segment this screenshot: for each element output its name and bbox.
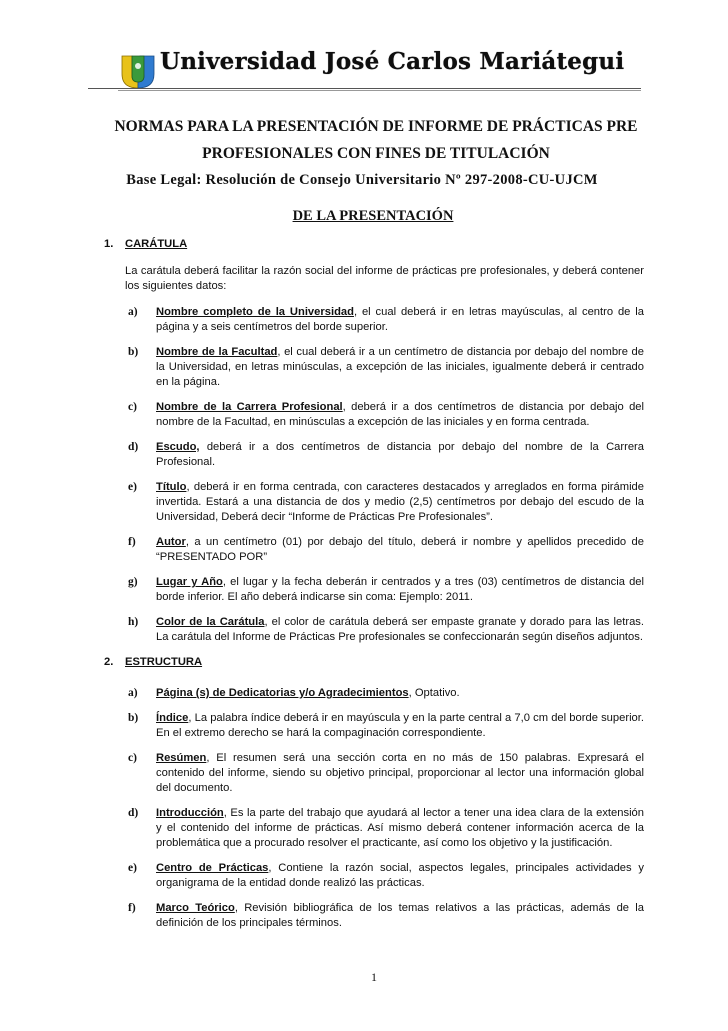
list-item xyxy=(125,901,644,931)
item-key: Autor xyxy=(156,536,186,548)
list-item xyxy=(125,615,644,645)
section-name: ESTRUCTURA xyxy=(125,656,203,668)
item-letter: e) xyxy=(128,481,137,493)
item-letter: a) xyxy=(128,687,138,699)
item-description: , Optativo. xyxy=(408,687,460,699)
item-description: , Es la parte del trabajo que ayudará al lector a tener una idea clara de la extensión y el contenido del informe de prácticas. Así mismo deberá contener información acerca de la problemática que a procurado resolver el practicante, así como los objetivo y la justificación. xyxy=(156,807,644,849)
item-text xyxy=(156,686,644,701)
document-title-line1: NORMAS PARA LA PRESENTACIÓN DE INFORME DE PRÁCTICAS PRE xyxy=(114,118,638,135)
item-description: , a un centímetro (01) por debajo del título, deberá ir nombre y apellidos precedido de “PRESENTADO POR” xyxy=(156,536,644,563)
section-heading-text: DE LA PRESENTACIÓN xyxy=(292,208,454,224)
item-letter: d) xyxy=(128,441,139,453)
section-heading xyxy=(9,208,728,225)
item-description: , Revisión bibliográfica de los temas relativos a las prácticas, además de la definición de los principales términos. xyxy=(156,902,645,929)
item-description: , el cual deberá ir a un centímetro de distancia por debajo del nombre de la Universidad, en letras minúsculas, a excepción de las iniciales, igualmente deberá ir centrado en la página. xyxy=(156,346,645,388)
item-text xyxy=(156,400,644,430)
item-key: Lugar y Año xyxy=(156,576,223,588)
section-number: 1. xyxy=(104,238,114,250)
item-text xyxy=(156,711,644,741)
item-key: Página (s) de Dedicatorias y/o Agradecimientos xyxy=(156,687,409,699)
item-letter: b) xyxy=(128,346,139,358)
item-letter: c) xyxy=(128,401,137,413)
item-letter: a) xyxy=(128,306,138,318)
item-key: Resúmen xyxy=(156,752,207,764)
section-caratula xyxy=(104,237,644,645)
document-title-line2: PROFESIONALES CON FINES DE TITULACIÓN xyxy=(202,145,550,162)
page-header xyxy=(0,0,728,100)
list-item xyxy=(125,806,644,851)
list-item xyxy=(125,711,644,741)
list-item xyxy=(125,345,644,390)
section-intro: La carátula deberá facilitar la razón social del informe de prácticas pre profesionales, y deberá contener los siguientes datos: xyxy=(125,265,644,292)
item-list xyxy=(125,686,644,931)
item-text xyxy=(156,535,644,565)
item-key: Título xyxy=(156,481,187,493)
item-text xyxy=(156,806,644,851)
item-letter: c) xyxy=(128,752,137,764)
list-item xyxy=(125,751,644,796)
item-description: , La palabra índice deberá ir en mayúscula y en la parte central a 7,0 cm del borde superior. En el extremo derecho se hará la compaginación correspondiente. xyxy=(156,712,644,739)
item-letter: e) xyxy=(128,862,137,874)
item-description: , el cual deberá ir en letras mayúsculas, al centro de la página y a seis centímetros del borde superior. xyxy=(156,306,644,333)
list-item xyxy=(125,440,644,470)
university-name: Universidad José Carlos Mariátegui xyxy=(160,48,625,75)
item-key: Centro de Prácticas xyxy=(156,862,269,874)
item-description: , el color de carátula deberá ser empaste granate y dorado para las letras. La carátula del Informe de Prácticas Pre profesionales se confeccionarán según diseños adjuntos. xyxy=(156,616,644,643)
item-key: Nombre completo de la Universidad xyxy=(156,306,354,318)
item-letter: f) xyxy=(128,902,136,914)
item-text xyxy=(156,305,644,335)
section-estructura xyxy=(104,655,644,931)
item-text xyxy=(156,480,644,525)
header-divider-secondary xyxy=(118,90,641,91)
list-item xyxy=(125,535,644,565)
item-text xyxy=(156,440,644,470)
item-text xyxy=(156,615,644,645)
list-item xyxy=(125,305,644,335)
item-list xyxy=(125,305,644,645)
item-letter: g) xyxy=(128,576,138,588)
item-text xyxy=(156,345,644,390)
list-item xyxy=(125,400,644,430)
item-description: , Contiene la razón social, aspectos legales, principales actividades y organigrama de la entidad donde realizó las prácticas. xyxy=(156,862,644,889)
item-key: Introducción xyxy=(156,807,224,819)
document-body xyxy=(104,237,644,941)
item-description: , el lugar y la fecha deberán ir centrados y a tres (03) centímetros de distancia del borde inferior. El año deberá indicarse sin coma: Ejemplo: 2011. xyxy=(156,576,644,603)
item-text xyxy=(156,861,644,891)
item-key: Nombre de la Facultad xyxy=(156,346,278,358)
legal-basis: Base Legal: Resolución de Consejo Universitario Nº 297-2008-CU-UJCM xyxy=(126,172,598,188)
item-letter: f) xyxy=(128,536,136,548)
list-item xyxy=(125,861,644,891)
list-item xyxy=(125,480,644,525)
page-number: 1 xyxy=(371,970,377,984)
item-letter: b) xyxy=(128,712,139,724)
item-description: , deberá ir a dos centímetros de distancia por debajo del nombre de la Facultad, en minúsculas a excepción de las iniciales y en forma centrada. xyxy=(156,401,645,428)
item-letter: d) xyxy=(128,807,139,819)
item-letter: h) xyxy=(128,616,139,628)
item-description: , El resumen será una sección corta en no más de 150 palabras. Expresará el contenido del informe, siendo su objetivo principal, proporcionar al lector una información global del documento. xyxy=(156,752,644,794)
item-description: , deberá ir en forma centrada, con caracteres destacados y arreglados en forma pirámide invertida. Estará a una distancia de dos y medio (2,5) centímetros por debajo del escudo de la Universidad, Deberá decir “Informe de Prácticas Pre Profesionales”. xyxy=(156,481,644,523)
item-text xyxy=(156,901,644,931)
list-item xyxy=(125,575,644,605)
section-title xyxy=(104,655,644,670)
section-name: CARÁTULA xyxy=(125,238,188,250)
item-description: deberá ir a dos centímetros de distancia por debajo del nombre de la Carrera Profesional. xyxy=(156,441,644,468)
item-key: Marco Teórico xyxy=(156,902,235,914)
item-text xyxy=(156,751,644,796)
item-key: Índice xyxy=(156,712,189,724)
item-key: Escudo, xyxy=(156,441,200,453)
university-logo xyxy=(118,52,158,90)
list-item xyxy=(125,686,644,701)
header-divider xyxy=(88,88,641,89)
item-text xyxy=(156,575,644,605)
section-number: 2. xyxy=(104,656,114,668)
section-title xyxy=(104,237,644,252)
item-key: Nombre de la Carrera Profesional xyxy=(156,401,343,413)
item-key: Color de la Carátula xyxy=(156,616,265,628)
